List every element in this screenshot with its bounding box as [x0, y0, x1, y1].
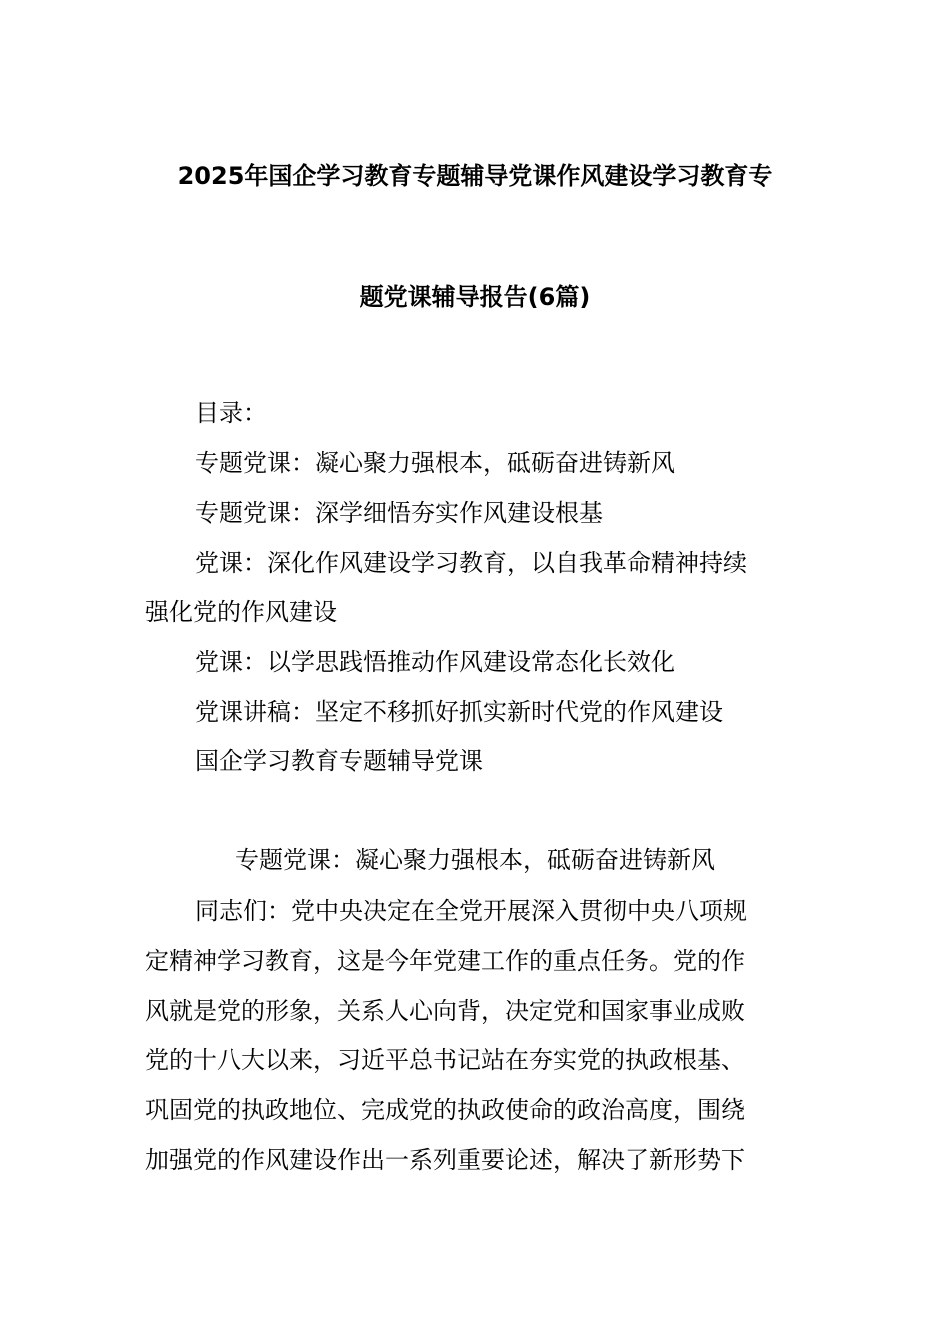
toc-item: 党课：以学思践悟推动作风建设常态化长效化 [195, 648, 675, 676]
toc-item: 国企学习教育专题辅导党课 [195, 747, 483, 775]
toc-heading: 目录： [195, 399, 267, 427]
paragraph-line: 加强党的作风建设作出一系列重要论述，解决了新形势下 [145, 1146, 745, 1174]
paragraph-line: 党的十八大以来，习近平总书记站在夯实党的执政根基、 [145, 1046, 745, 1074]
paragraph-line: 定精神学习教育，这是今年党建工作的重点任务。党的作 [145, 947, 745, 975]
document-title-line-2: 题党课辅导报告(6篇) [359, 283, 591, 311]
paragraph-line: 巩固党的执政地位、完成党的执政使命的政治高度，围绕 [145, 1096, 745, 1124]
section-heading: 专题党课：凝心聚力强根本，砥砺奋进铸新风 [235, 846, 715, 874]
toc-item: 党课：深化作风建设学习教育，以自我革命精神持续 [195, 549, 747, 577]
toc-item: 党课讲稿：坚定不移抓好抓实新时代党的作风建设 [195, 698, 723, 726]
paragraph-line: 同志们：党中央决定在全党开展深入贯彻中央八项规 [195, 897, 747, 925]
toc-item: 专题党课：凝心聚力强根本，砥砺奋进铸新风 [195, 449, 675, 477]
document-title-line-1: 2025年国企学习教育专题辅导党课作风建设学习教育专 [177, 162, 773, 190]
toc-item-continuation: 强化党的作风建设 [145, 598, 337, 626]
toc-item: 专题党课：深学细悟夯实作风建设根基 [195, 499, 603, 527]
paragraph-line: 风就是党的形象，关系人心向背，决定党和国家事业成败 [145, 997, 745, 1025]
